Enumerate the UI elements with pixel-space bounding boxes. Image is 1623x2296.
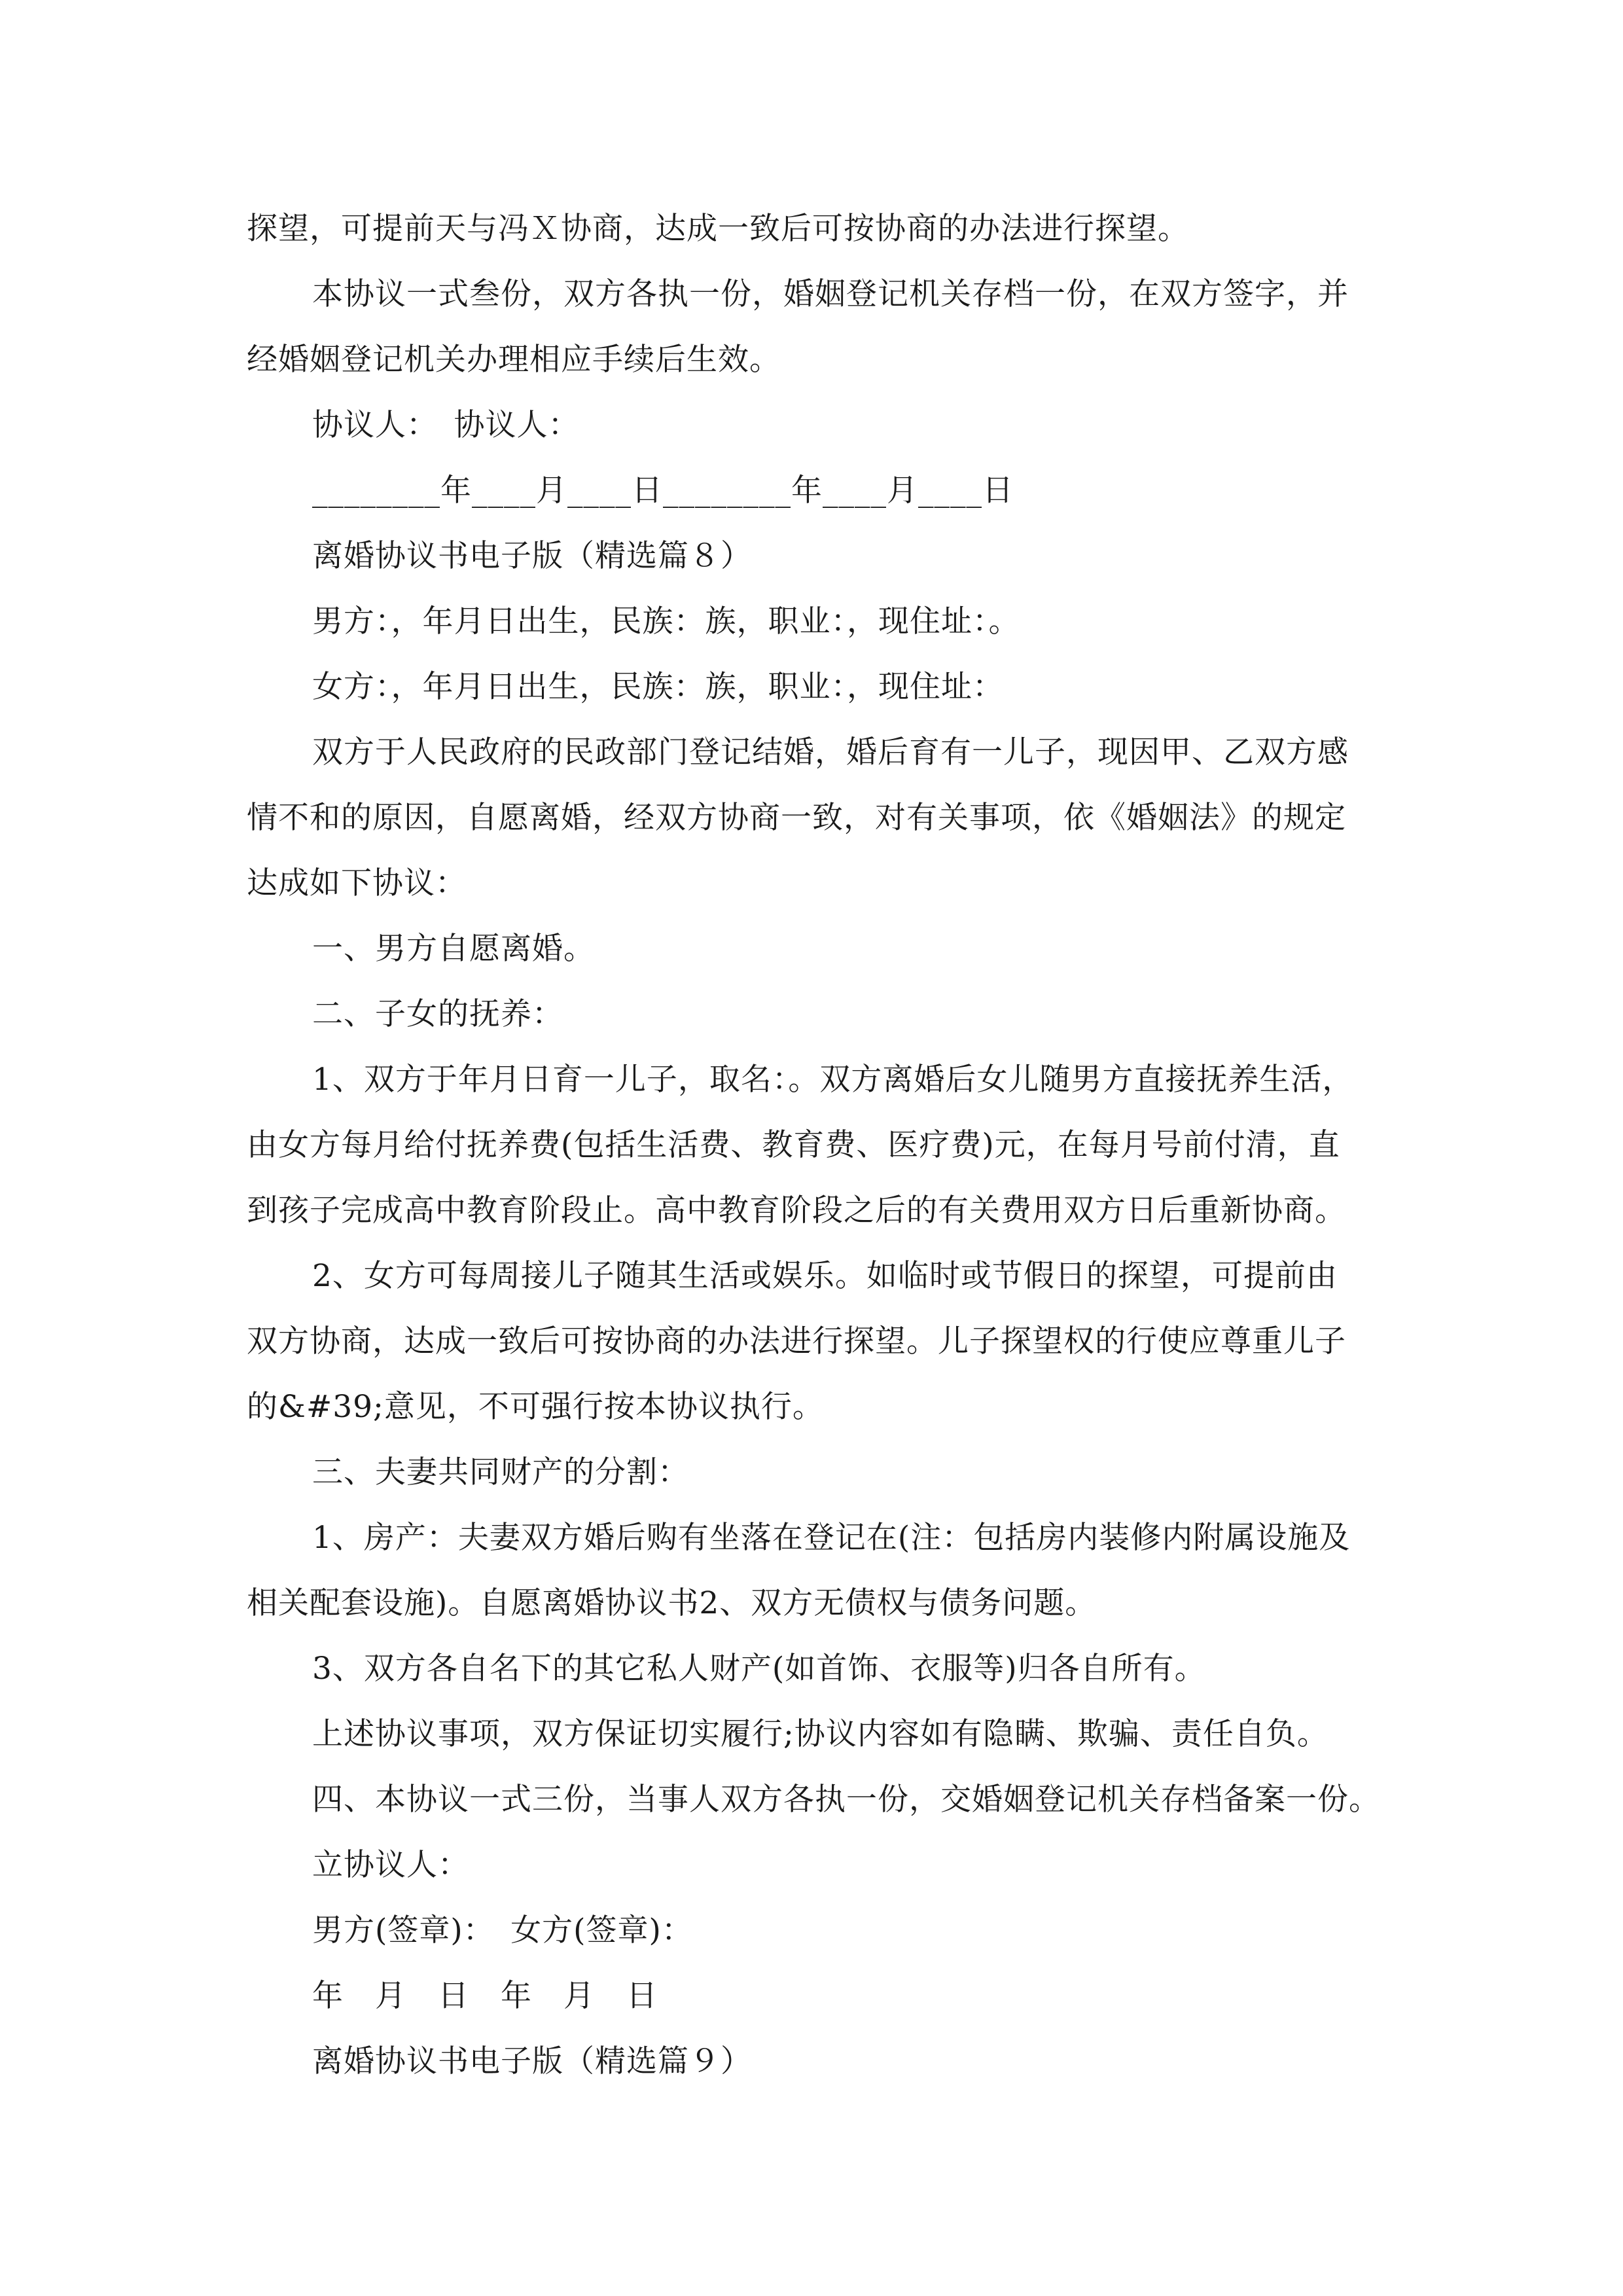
paragraph-line: 1、双方于年月日育一儿子，取名：。双方离婚后女儿随男方直接抚养生活， <box>312 1062 1354 1098</box>
section-title: 离婚协议书电子版（精选篇８） <box>312 538 752 574</box>
paragraph-line: 一、男方自愿离婚。 <box>312 931 595 967</box>
paragraph-line: 2、女方可每周接儿子随其生活或娱乐。如临时或节假日的探望，可提前由 <box>312 1258 1338 1294</box>
signature-line: 立协议人： <box>312 1847 469 1883</box>
paragraph-line: 上述协议事项，双方保证切实履行;协议内容如有隐瞒、欺骗、责任自负。 <box>312 1716 1329 1752</box>
paragraph-line: 双方于人民政府的民政部门登记结婚，婚后育有一儿子，现因甲、乙双方感 <box>312 734 1349 770</box>
paragraph-line: 由女方每月给付抚养费(包括生活费、教育费、医疗费)元，在每月号前付清，直 <box>247 1127 1340 1163</box>
paragraph-line: 女方：，年月日出生，民族：族，职业：，现住址： <box>312 669 1004 705</box>
paragraph-line: 达成如下协议： <box>247 865 467 901</box>
paragraph-line: 到孩子完成高中教育阶段止。高中教育阶段之后的有关费用双方日后重新协商。 <box>247 1193 1346 1229</box>
paragraph-line: 本协议一式叁份，双方各执一份，婚姻登记机关存档一份，在双方签字，并 <box>312 276 1349 312</box>
section-title: 离婚协议书电子版（精选篇９） <box>312 2043 752 2079</box>
paragraph-line: 相关配套设施)。自愿离婚协议书2、双方无债权与债务问题。 <box>247 1585 1097 1621</box>
paragraph-line: 二、子女的抚养： <box>312 996 563 1032</box>
paragraph-line: 探望，可提前天与冯Ｘ协商，达成一致后可按协商的办法进行探望。 <box>247 211 1189 247</box>
paragraph-line: 的&#39;意见，不可强行按本协议执行。 <box>247 1389 824 1425</box>
paragraph-line: 三、夫妻共同财产的分割： <box>312 1454 689 1490</box>
paragraph-line: 3、双方各自名下的其它私人财产(如首饰、衣服等)归各自所有。 <box>312 1651 1206 1687</box>
paragraph-line: 情不和的原因，自愿离婚，经双方协商一致，对有关事项，依《婚姻法》的规定 <box>247 800 1346 836</box>
paragraph-line: 双方协商，达成一致后可按协商的办法进行探望。儿子探望权的行使应尊重儿子 <box>247 1323 1346 1359</box>
date-line: 年 月 日 年 月 日 <box>312 1978 658 2014</box>
date-line: ________年____月____日________年____月____日 <box>312 473 1014 509</box>
paragraph-line: 1、房产：夫妻双方婚后购有坐落在登记在(注：包括房内装修内附属设施及 <box>312 1520 1351 1556</box>
signature-line: 男方(签章)： 女方(签章)： <box>312 1912 693 1948</box>
paragraph-line: 男方：，年月日出生，民族：族，职业：，现住址：。 <box>312 603 1020 639</box>
signature-line: 协议人： 协议人： <box>312 407 580 443</box>
paragraph-line: 经婚姻登记机关办理相应手续后生效。 <box>247 342 781 378</box>
paragraph-line: 四、本协议一式三份，当事人双方各执一份，交婚姻登记机关存档备案一份。 <box>312 1782 1380 1818</box>
